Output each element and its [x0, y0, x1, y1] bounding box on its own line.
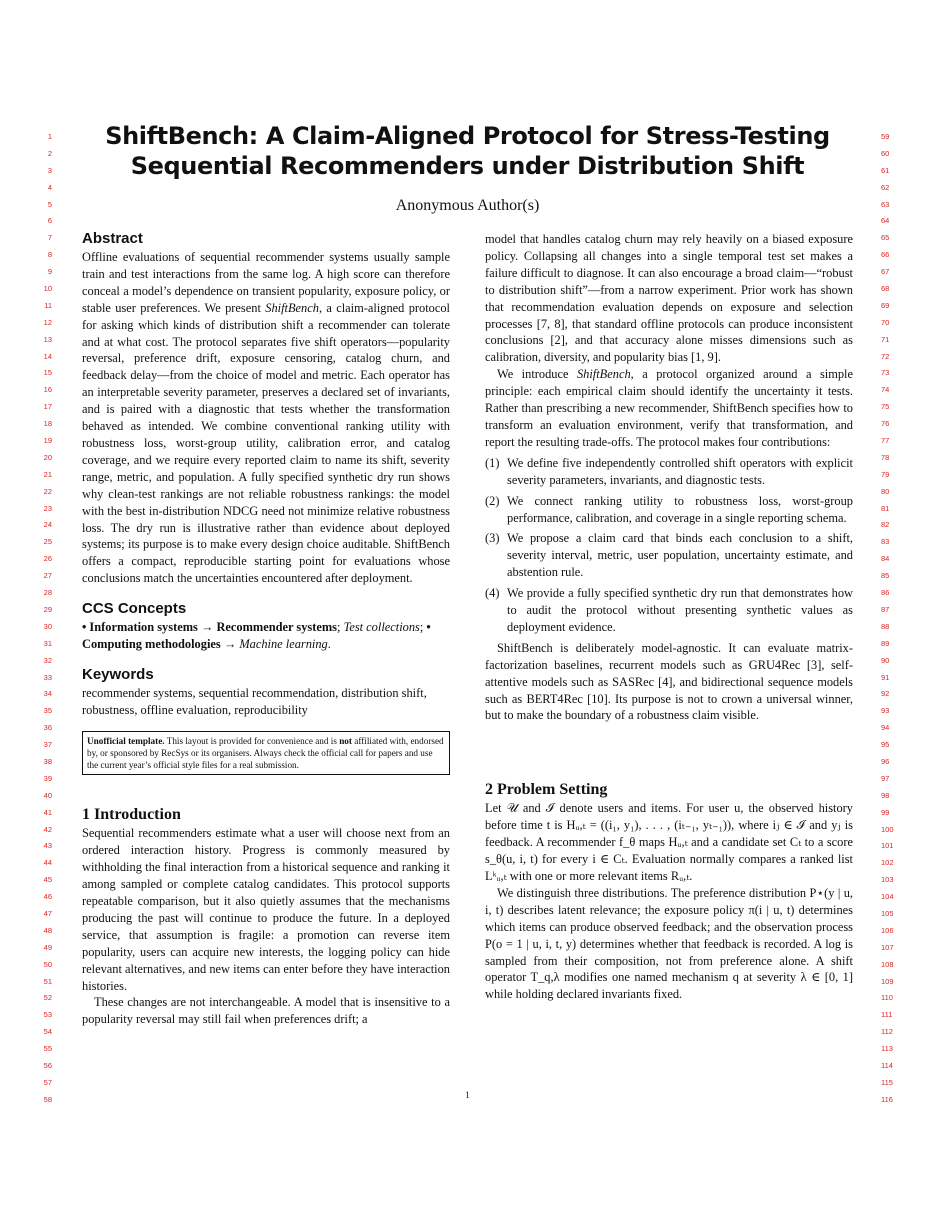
line-number: 52: [43, 993, 52, 1003]
intro-paragraph-2: These changes are not interchangeable. A model that is insensitive to a popularity reversal may still fail when preferences drift; a: [82, 995, 450, 1027]
line-number: 32: [43, 655, 52, 665]
line-number: 82: [881, 520, 890, 530]
line-number: 114: [881, 1060, 893, 1070]
abstract-heading: Abstract: [82, 230, 143, 247]
line-number: 35: [43, 706, 52, 716]
problem-paragraph-2: We distinguish three distributions. The preference distribution P⋆(y | u, i, t) describes latent relevance; the exposure policy π(i | u, t) determines which items can produce observed feedback; and the observation process P(o = 1 | u, i, t, y) determines whether that feedback is recorded. A log is sampled from their composition, not from preference alone. A shift operator T_q,λ modifies one named mechanism q at severity λ ∈ [0, 1] while holding declared invariants fixed.: [485, 885, 853, 1002]
line-number: 25: [43, 537, 52, 547]
unofficial-template-notice: Unofficial template. This layout is provided for convenience and is not affiliated with, endorsed by, or sponsored by RecSys or its organisers. Always check the official call for papers and use the current year’s official style files for a real submission.: [82, 731, 450, 776]
line-number: 11: [44, 300, 52, 310]
line-numbers-right: [881, 129, 903, 1109]
contribution-number: (2): [485, 493, 500, 508]
line-number: 46: [43, 892, 52, 902]
line-number: 8: [47, 250, 52, 260]
line-number: 105: [881, 908, 894, 918]
line-number: 30: [43, 621, 52, 631]
intro-paragraph-5: ShiftBench is deliberately model-agnostic. It can evaluate matrix-factorization baselines, recurrent models such as GRU4Rec [3], self-attentive models such as SASRec [4], and bidirectional sequence models such as BERT4Rec [10]. Its purpose is not to crown a universal winner, but to make the boundary of a robustness claim visible.: [485, 640, 853, 723]
line-number: 96: [881, 756, 890, 766]
line-number: 47: [43, 908, 52, 918]
line-number: 45: [43, 875, 52, 885]
line-number: 85: [881, 571, 890, 581]
contribution-text: We define five independently controlled shift operators with explicit severity parameters, invariants, and diagnostic tests.: [507, 455, 853, 487]
title-line-2: Sequential Recommenders under Distribution Shift: [130, 152, 805, 180]
line-number: 110: [881, 993, 893, 1003]
keywords-heading: Keywords: [82, 665, 154, 683]
line-number: 101: [881, 841, 894, 851]
contribution-item: [485, 493, 853, 527]
line-number: 76: [881, 419, 890, 429]
line-number: 9: [47, 267, 52, 277]
line-number: 89: [881, 638, 890, 648]
intro-paragraph-4: We introduce ShiftBench, a protocol organized around a simple principle: each empirical claim should identify the uncertainty it tests. Rather than prescribing a new recommender, ShiftBench specifies how to transform an evaluation environment, verify that transformation, and report the resulting trade-offs. The protocol makes four contributions:: [485, 367, 853, 449]
intro-paragraph-3: model that handles catalog churn may rely heavily on a biased exposure policy. Collapsing all changes into a single temporal test set makes a failure difficult to diagnose. It can also encourage a broad claim—“robust to distribution shift”—from a narrow experiment. Prior work has shown that recommendation evaluation depends on exposure and selection processes [7, 8], that standard offline protocols can produce inconsistent conclusions [2], and that accuracy alone misses dimensions such as calibration, diversity, and popularity bias [1, 9].: [485, 232, 853, 365]
line-number: 116: [881, 1094, 893, 1104]
line-number: 99: [881, 807, 890, 817]
problem-setting-heading: 2 Problem Setting: [485, 781, 608, 799]
contribution-text: We propose a claim card that binds each conclusion to a shift, severity interval, metric, user population, uncertainty estimate, and abstention rule.: [507, 531, 853, 580]
keywords-text: recommender systems, sequential recommendation, distribution shift, robustness, offline evaluation, reproducibility: [82, 685, 427, 717]
line-number: 16: [43, 385, 52, 395]
paper-title: [90, 121, 845, 181]
line-number: 113: [881, 1044, 893, 1054]
line-number: 18: [43, 419, 52, 429]
line-number: 63: [881, 199, 890, 209]
line-number: 19: [43, 436, 52, 446]
line-number: 4: [47, 182, 52, 192]
line-number: 50: [43, 959, 52, 969]
page-number: 1: [465, 1090, 470, 1100]
line-number: 57: [43, 1077, 52, 1087]
line-number: 75: [881, 402, 890, 412]
line-number: 40: [43, 790, 52, 800]
intro-paragraph-1: Sequential recommenders estimate what a user will choose next from an ordered interaction history. Progress is commonly measured by withholding the final interaction from a historical sequence and ranking it among sampled or complete catalog candidates. This protocol supports repeatable comparison, but it also quietly assumes that the mechanisms producing the past will continue to produce the future. In a deployed service, that assumption is fragile: a promotion can reverse item popularity, users can acquire new interests, the logging policy can hide relevant alternatives, and new items can enter before they have interaction histories.: [82, 826, 450, 993]
line-number: 36: [43, 723, 52, 733]
ccs-text: • Information systems → Recommender systems; Test collections; • Computing methodologies → Machine learning.: [82, 620, 431, 652]
contribution-text: We provide a fully specified synthetic dry run that demonstrates how to audit the protocol without presenting synthetic values as deployment evidence.: [507, 586, 853, 634]
line-number: 73: [881, 368, 890, 378]
line-number: 28: [43, 588, 52, 598]
line-number: 79: [881, 469, 890, 479]
line-number: 80: [881, 486, 890, 496]
line-number: 71: [881, 334, 890, 344]
contribution-item: [485, 530, 853, 581]
line-number: 97: [881, 773, 890, 783]
line-number: 37: [43, 740, 52, 750]
line-number: 44: [43, 858, 52, 868]
line-number: 38: [43, 756, 52, 766]
contribution-number: (1): [485, 455, 500, 470]
line-number: 13: [43, 334, 52, 344]
line-number: 7: [47, 233, 52, 243]
line-number: 98: [881, 790, 890, 800]
line-number: 100: [881, 824, 894, 834]
line-number: 5: [47, 199, 52, 209]
line-number: 17: [43, 402, 52, 412]
line-number: 92: [881, 689, 890, 699]
line-number: 90: [881, 655, 890, 665]
line-number: 56: [43, 1060, 52, 1070]
line-number: 12: [43, 317, 52, 327]
line-number: 87: [881, 604, 890, 614]
line-number: 24: [43, 520, 52, 530]
ccs-heading: CCS Concepts: [82, 600, 187, 618]
intro-heading: 1 Introduction: [82, 806, 181, 824]
line-number: 115: [881, 1077, 893, 1087]
line-number: 102: [881, 858, 894, 868]
line-number: 81: [881, 503, 890, 513]
line-number: 112: [881, 1027, 893, 1037]
line-number: 54: [43, 1027, 52, 1037]
line-number: 111: [881, 1010, 893, 1020]
line-number: 84: [881, 554, 890, 564]
line-number: 2: [47, 148, 52, 158]
line-number: 20: [43, 452, 52, 462]
line-number: 23: [43, 503, 52, 513]
line-number: 31: [43, 638, 52, 648]
line-number: 107: [881, 942, 894, 952]
line-number: 59: [881, 132, 890, 141]
line-number: 91: [881, 672, 890, 682]
line-number: 43: [43, 841, 52, 851]
abstract-text: Offline evaluations of sequential recommender systems usually sample train and test interactions from the same log. A high score can therefore conceal a model’s dependence on transient popularity, exposure policy, or stable user preferences. We present ShiftBench, a claim-aligned protocol for asking which kinds of distribution shift a recommender can tolerate and at what cost. The protocol separates five shift operators—popularity reversal, preference drift, exposure censoring, catalog churn, and feedback delay—from the choice of model and metric. Each operator has an interpretable severity parameter, preserves a declared set of invariants, and is paired with a diagnostic that tests whether the transformation behaved as intended. We combine conventional ranking utility with robustness loss, worst-group utility, calibration error, and catalog coverage, and we require every reported claim to name its shift, severity range, metric, and population. A fully specified synthetic dry run shows why clean-test rankings are not reliable robustness rankings: the model with the best in-distribution NDCG need not minimize relative robustness loss. The dry run is illustrative rather than evidence about deployed systems; its purpose is to make every design choice auditable. ShiftBench offers a compact, reproducible starting point for evaluations whose conclusions match the uncertainties encountered after deployment.: [82, 250, 450, 586]
line-number: 74: [881, 385, 890, 395]
line-number: 14: [43, 351, 52, 361]
line-number: 39: [43, 773, 52, 783]
left-column: [82, 229, 450, 1028]
line-number: 21: [43, 469, 52, 479]
line-number: 78: [881, 452, 890, 462]
line-number: 55: [43, 1044, 52, 1054]
line-number: 69: [881, 300, 890, 310]
line-number: 70: [881, 317, 890, 327]
line-number: 77: [881, 436, 890, 446]
line-number: 51: [43, 976, 52, 986]
line-number: 60: [881, 148, 890, 158]
line-number: 22: [43, 486, 52, 496]
line-number: 33: [43, 672, 52, 682]
line-number: 104: [881, 892, 894, 902]
line-number: 29: [43, 604, 52, 614]
author-line: Anonymous Author(s): [395, 197, 540, 214]
line-number: 109: [881, 976, 894, 986]
line-number: 62: [881, 182, 890, 192]
line-number: 95: [881, 740, 890, 750]
line-number: 88: [881, 621, 890, 631]
line-numbers-left: [30, 129, 52, 1109]
line-number: 58: [43, 1094, 52, 1104]
contributions-list: [485, 455, 853, 636]
contribution-text: We connect ranking utility to robustness loss, worst-group performance, calibration, and coverage in a single reporting schema.: [507, 493, 853, 525]
line-number: 93: [881, 706, 890, 716]
title-line-1: ShiftBench: A Claim-Aligned Protocol for Stress-Testing: [105, 122, 830, 150]
line-number: 65: [881, 233, 890, 243]
line-number: 6: [47, 216, 52, 226]
line-number: 41: [43, 807, 52, 817]
right-column: [485, 231, 853, 1003]
line-number: 83: [881, 537, 890, 547]
line-number: 108: [881, 959, 894, 969]
line-number: 1: [47, 132, 52, 141]
line-number: 103: [881, 875, 894, 885]
line-number: 106: [881, 925, 894, 935]
line-number: 86: [881, 588, 890, 598]
line-number: 48: [43, 925, 52, 935]
line-number: 42: [43, 824, 52, 834]
line-number: 53: [43, 1010, 52, 1020]
line-number: 67: [881, 267, 890, 277]
line-number: 49: [43, 942, 52, 952]
line-number: 26: [43, 554, 52, 564]
problem-paragraph-1: Let 𝒰 and ℐ denote users and items. For user u, the observed history before time t is Hᵤ,ₜ = ((i₁, y₁), . . . , (iₜ₋₁, yₜ₋₁)), where iⱼ ∈ ℐ and yⱼ is feedback. A recommender f_θ maps Hᵤ,ₜ and a candidate set Cₜ to a score s_θ(u, i, t) for every i ∈ Cₜ. Evaluation normally compares a ranked list Lᵏᵤ,ₜ with one or more relevant items Rᵤ,ₜ.: [485, 801, 853, 883]
line-number: 64: [881, 216, 890, 226]
line-number: 61: [881, 165, 890, 175]
line-number: 27: [43, 571, 52, 581]
line-number: 10: [43, 284, 52, 294]
line-number: 68: [881, 284, 890, 294]
contribution-number: (4): [485, 586, 500, 601]
line-number: 94: [881, 723, 890, 733]
line-number: 72: [881, 351, 890, 361]
line-number: 34: [43, 689, 52, 699]
contribution-item: [485, 585, 853, 636]
line-number: 3: [47, 165, 52, 175]
line-number: 15: [43, 368, 52, 378]
contribution-item: [485, 455, 853, 489]
line-number: 66: [881, 250, 890, 260]
contribution-number: (3): [485, 531, 500, 546]
